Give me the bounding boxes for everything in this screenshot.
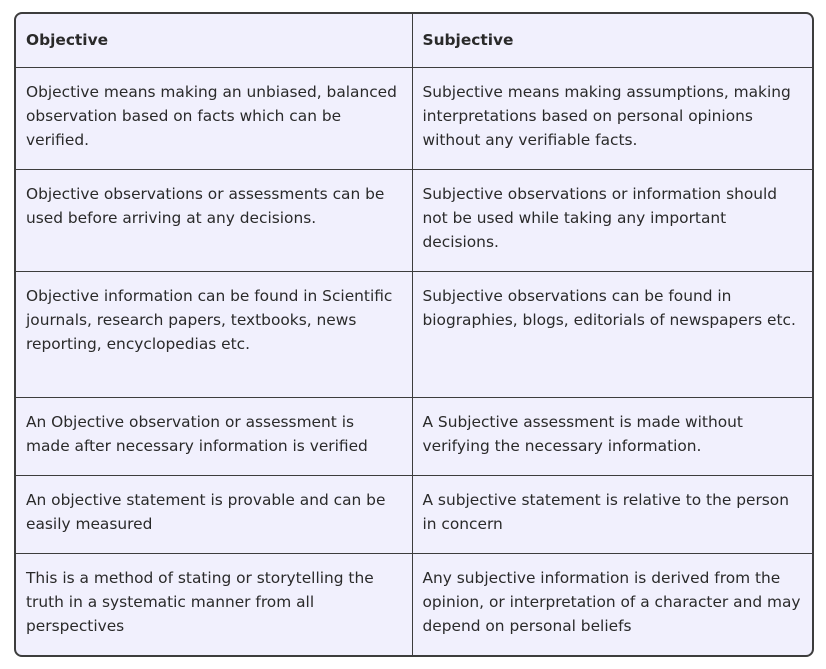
table-row (16, 68, 812, 170)
table-row (16, 170, 812, 272)
objective-cell: An Objective observation or assessment is made after necessary information is verified (16, 398, 412, 476)
subjective-cell: Subjective observations can be found in biographies, blogs, editorials of newspapers etc. (412, 272, 812, 398)
objective-cell: Objective information can be found in Scientific journals, research papers, textbooks, news reporting, encyclopedias etc. (16, 272, 412, 398)
header-subjective: Subjective (412, 14, 812, 68)
objective-cell: An objective statement is provable and can be easily measured (16, 476, 412, 554)
subjective-cell: A Subjective assessment is made without verifying the necessary information. (412, 398, 812, 476)
header-objective: Objective (16, 14, 412, 68)
objective-cell: Objective observations or assessments can be used before arriving at any decisions. (16, 170, 412, 272)
subjective-cell: A subjective statement is relative to the person in concern (412, 476, 812, 554)
objective-cell: Objective means making an unbiased, balanced observation based on facts which can be verified. (16, 68, 412, 170)
subjective-cell: Subjective means making assumptions, making interpretations based on personal opinions without any verifiable facts. (412, 68, 812, 170)
comparison-table (16, 14, 812, 655)
objective-cell: This is a method of stating or storytelling the truth in a systematic manner from all perspectives (16, 553, 412, 655)
table-row (16, 476, 812, 554)
table-row (16, 553, 812, 655)
table-row (16, 272, 812, 398)
table-row (16, 398, 812, 476)
table-header-row (16, 14, 812, 68)
subjective-cell: Any subjective information is derived from the opinion, or interpretation of a character and may depend on personal beliefs (412, 553, 812, 655)
comparison-table-container (14, 12, 814, 657)
subjective-cell: Subjective observations or information should not be used while taking any important decisions. (412, 170, 812, 272)
